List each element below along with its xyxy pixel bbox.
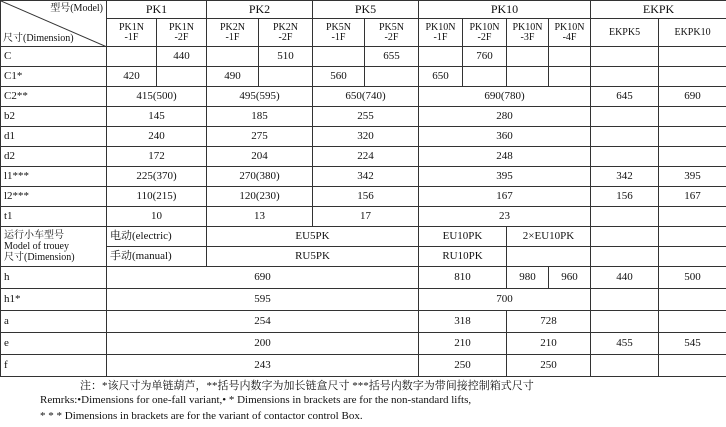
table-row — [1, 207, 726, 227]
group-pk10: PK10 — [419, 1, 591, 19]
row-label: l2*** — [1, 187, 107, 207]
corner-dimension-label: 尺寸(Dimension) — [3, 33, 74, 44]
table-cell: 440 — [591, 267, 659, 289]
table-cell: 210 — [507, 333, 591, 355]
table-cell: 650(740) — [313, 87, 419, 107]
sub-pk1n-2f: PK1N -2F — [157, 19, 207, 47]
table-row — [1, 127, 726, 147]
table-cell: 690 — [659, 87, 726, 107]
table-cell — [659, 227, 726, 247]
sub-ekpk5: EKPK5 — [591, 19, 659, 47]
table-cell — [419, 47, 463, 67]
row-label: l1*** — [1, 167, 107, 187]
table-cell: 342 — [591, 167, 659, 187]
note-contactor: * * * Dimensions in brackets are for the variant of contactor control Box. — [40, 410, 363, 422]
row-label: h — [1, 267, 107, 289]
table-cell — [365, 67, 419, 87]
row-label: t1 — [1, 207, 107, 227]
row-label: C1* — [1, 67, 107, 87]
table-cell — [659, 47, 726, 67]
table-cell: 440 — [157, 47, 207, 67]
sub-ekpk10: EKPK10 — [659, 19, 726, 47]
table-cell — [659, 107, 726, 127]
table-cell: 728 — [507, 311, 591, 333]
table-cell: 545 — [659, 333, 726, 355]
table-cell — [659, 67, 726, 87]
trolley-label-dim: 尺寸(Dimension) — [4, 252, 75, 263]
table-row — [1, 227, 726, 247]
table-cell: 960 — [549, 267, 591, 289]
table-cell — [591, 147, 659, 167]
table-cell: 172 — [107, 147, 207, 167]
table-cell — [591, 311, 659, 333]
group-pk1: PK1 — [107, 1, 207, 19]
table-cell: 318 — [419, 311, 507, 333]
corner-model-label: 型号(Model) — [50, 3, 103, 14]
table-cell: 495(595) — [207, 87, 313, 107]
table-cell: 120(230) — [207, 187, 313, 207]
table-cell: 655 — [365, 47, 419, 67]
table-row — [1, 167, 726, 187]
table-cell: 500 — [659, 267, 726, 289]
table-cell: 254 — [107, 311, 419, 333]
table-cell — [507, 67, 549, 87]
table-cell: 225(370) — [107, 167, 207, 187]
table-cell: 210 — [419, 333, 507, 355]
sub-pk10n-3f: PK10N -3F — [507, 19, 549, 47]
table-cell: 275 — [207, 127, 313, 147]
table-cell — [549, 47, 591, 67]
row-label: e — [1, 333, 107, 355]
table-cell — [659, 311, 726, 333]
table-cell: 2×EU10PK — [507, 227, 591, 247]
sub-pk10n-1f: PK10N -1F — [419, 19, 463, 47]
row-label: b2 — [1, 107, 107, 127]
sub-pk2n-2f: PK2N -2F — [259, 19, 313, 47]
table-row — [1, 67, 726, 87]
sub-pk5n-1f: PK5N -1F — [313, 19, 365, 47]
table-cell: 224 — [313, 147, 419, 167]
table-cell — [659, 289, 726, 311]
table-cell — [659, 127, 726, 147]
trolley-label-cn: 运行小车型号 — [4, 230, 64, 241]
table-cell: 280 — [419, 107, 591, 127]
table-cell: 650 — [419, 67, 463, 87]
electric-label: 电动(electric) — [107, 227, 207, 247]
table-cell — [591, 247, 659, 267]
table-cell: 110(215) — [107, 187, 207, 207]
note-remarks: Remrks:•Dimensions for one-fall variant,• * Dimensions in brackets are for the non-standard lifts, — [40, 394, 472, 406]
table-cell: 250 — [507, 355, 591, 377]
table-cell: 810 — [419, 267, 507, 289]
table-row — [1, 289, 726, 311]
table-cell: 240 — [107, 127, 207, 147]
table-cell: 700 — [419, 289, 591, 311]
row-label: h1* — [1, 289, 107, 311]
table-row — [1, 47, 726, 67]
table-cell: 156 — [591, 187, 659, 207]
table-cell: 420 — [107, 67, 157, 87]
table-cell: 248 — [419, 147, 591, 167]
table-cell — [591, 67, 659, 87]
table-cell: 395 — [419, 167, 591, 187]
table-cell — [591, 227, 659, 247]
table-cell: 200 — [107, 333, 419, 355]
table-cell — [659, 147, 726, 167]
table-cell: 415(500) — [107, 87, 207, 107]
table-cell: EU5PK — [207, 227, 419, 247]
table-cell: 490 — [207, 67, 259, 87]
table-cell: 342 — [313, 167, 419, 187]
table-row — [1, 187, 726, 207]
sub-pk10n-2f: PK10N -2F — [463, 19, 507, 47]
table-cell: 243 — [107, 355, 419, 377]
table-cell: 13 — [207, 207, 313, 227]
table-cell: 23 — [419, 207, 591, 227]
table-cell: 250 — [419, 355, 507, 377]
sub-pk2n-1f: PK2N -1F — [207, 19, 259, 47]
table-cell: 690(780) — [419, 87, 591, 107]
table-cell: 167 — [659, 187, 726, 207]
sub-pk10n-4f: PK10N -4F — [549, 19, 591, 47]
table-cell — [549, 67, 591, 87]
header-corner — [1, 1, 107, 47]
row-label: f — [1, 355, 107, 377]
table-cell: 510 — [259, 47, 313, 67]
table-cell — [507, 247, 591, 267]
row-label: C — [1, 47, 107, 67]
table-row — [1, 247, 726, 267]
table-row — [1, 333, 726, 355]
table-cell — [259, 67, 313, 87]
group-pk2: PK2 — [207, 1, 313, 19]
table-cell — [507, 47, 549, 67]
table-cell: 145 — [107, 107, 207, 127]
table-cell — [659, 207, 726, 227]
table-row — [1, 267, 726, 289]
table-cell: 980 — [507, 267, 549, 289]
table-cell: 167 — [419, 187, 591, 207]
table-cell — [313, 47, 365, 67]
table-cell: 690 — [107, 267, 419, 289]
table-cell: 185 — [207, 107, 313, 127]
table-row — [1, 107, 726, 127]
sub-pk1n-1f: PK1N -1F — [107, 19, 157, 47]
table-cell: 10 — [107, 207, 207, 227]
table-cell — [463, 67, 507, 87]
table-cell: 320 — [313, 127, 419, 147]
note-chinese: 注：*该尺寸为单链葫芦，**括号内数字为加长链盒尺寸 ***括号内数字为带间接控制箱式尺寸 — [80, 380, 534, 392]
table-cell — [659, 247, 726, 267]
table-cell: 645 — [591, 87, 659, 107]
table-cell: 255 — [313, 107, 419, 127]
footnotes — [0, 373, 726, 427]
manual-label: 手动(manual) — [107, 247, 207, 267]
table-cell: RU10PK — [419, 247, 507, 267]
group-pk5: PK5 — [313, 1, 419, 19]
table-cell — [591, 127, 659, 147]
table-cell: 17 — [313, 207, 419, 227]
table-cell: 204 — [207, 147, 313, 167]
table-cell: 560 — [313, 67, 365, 87]
table-cell — [207, 47, 259, 67]
table-cell — [591, 289, 659, 311]
trolley-label-en: Model of trouey — [4, 241, 69, 252]
group-ekpk: EKPK — [591, 1, 726, 19]
table-cell: 395 — [659, 167, 726, 187]
table-cell — [591, 47, 659, 67]
row-label: d1 — [1, 127, 107, 147]
table-cell — [591, 207, 659, 227]
trolley-label — [1, 227, 107, 267]
row-label: a — [1, 311, 107, 333]
table-row — [1, 87, 726, 107]
sub-pk5n-2f: PK5N -2F — [365, 19, 419, 47]
table-cell: 360 — [419, 127, 591, 147]
table-cell — [591, 107, 659, 127]
table-cell — [107, 47, 157, 67]
table-row — [1, 311, 726, 333]
table-row — [1, 147, 726, 167]
table-cell: 270(380) — [207, 167, 313, 187]
row-label: d2 — [1, 147, 107, 167]
table-cell: 760 — [463, 47, 507, 67]
table-cell: 156 — [313, 187, 419, 207]
table-cell: RU5PK — [207, 247, 419, 267]
table-cell — [157, 67, 207, 87]
table-cell: EU10PK — [419, 227, 507, 247]
table-cell: 455 — [591, 333, 659, 355]
row-label: C2** — [1, 87, 107, 107]
table-cell: 595 — [107, 289, 419, 311]
